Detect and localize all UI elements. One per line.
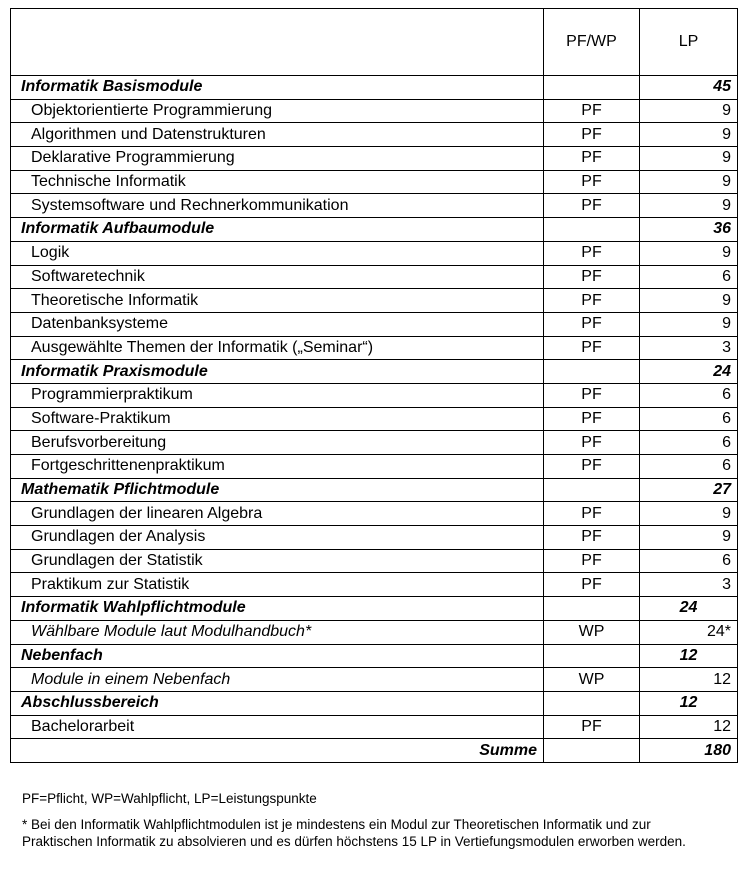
- module-row: [11, 383, 738, 407]
- section-lp: 36: [640, 218, 738, 242]
- module-type: PF: [544, 455, 640, 479]
- section-title: Abschlussbereich: [11, 691, 544, 715]
- section-row: [11, 76, 738, 100]
- module-row: [11, 147, 738, 171]
- module-type: PF: [544, 549, 640, 573]
- module-name: Datenbanksysteme: [11, 312, 544, 336]
- section-type: [544, 478, 640, 502]
- module-name: Grundlagen der Statistik: [11, 549, 544, 573]
- asterisk-note: * Bei den Informatik Wahlpflichtmodulen ist je mindestens ein Modul zur Theoretischen Informatik und zur Praktischen Informatik zu absolvieren und es dürfen höchstens 15 LP in Vertiefungsmodulen erworben werden.: [22, 817, 686, 849]
- module-name: Programmierpraktikum: [11, 383, 544, 407]
- section-title: Informatik Aufbaumodule: [11, 218, 544, 242]
- module-name: Fortgeschrittenenpraktikum: [11, 455, 544, 479]
- module-name: Grundlagen der Analysis: [11, 526, 544, 550]
- module-name: Objektorientierte Programmierung: [11, 99, 544, 123]
- module-type: PF: [544, 170, 640, 194]
- module-type: PF: [544, 526, 640, 550]
- module-lp: 9: [640, 99, 738, 123]
- module-lp: 6: [640, 407, 738, 431]
- table-header-row: [11, 9, 738, 76]
- module-name: Systemsoftware und Rechnerkommunikation: [11, 194, 544, 218]
- section-row: [11, 691, 738, 715]
- module-row: [11, 431, 738, 455]
- module-lp: 24*: [640, 620, 738, 644]
- module-type: PF: [544, 383, 640, 407]
- module-row: [11, 455, 738, 479]
- module-type: PF: [544, 99, 640, 123]
- sum-label: Summe: [11, 739, 544, 763]
- module-table: [10, 8, 738, 763]
- section-title: Informatik Wahlpflichtmodule: [11, 597, 544, 621]
- module-type: WP: [544, 668, 640, 692]
- section-type: [544, 691, 640, 715]
- module-type: PF: [544, 289, 640, 313]
- module-type: PF: [544, 336, 640, 360]
- module-name: Berufsvorbereitung: [11, 431, 544, 455]
- module-lp: 6: [640, 549, 738, 573]
- module-lp: 3: [640, 336, 738, 360]
- legend-note: PF=Pflicht, WP=Wahlpflicht, LP=Leistungspunkte: [22, 791, 317, 806]
- module-row: [11, 123, 738, 147]
- module-lp: 9: [640, 194, 738, 218]
- module-name: Softwaretechnik: [11, 265, 544, 289]
- module-row: [11, 99, 738, 123]
- module-name: Deklarative Programmierung: [11, 147, 544, 171]
- section-title: Mathematik Pflichtmodule: [11, 478, 544, 502]
- module-name: Technische Informatik: [11, 170, 544, 194]
- section-lp: 12: [640, 691, 738, 715]
- module-type: WP: [544, 620, 640, 644]
- module-row: [11, 336, 738, 360]
- sum-type: [544, 739, 640, 763]
- footnotes: [22, 790, 722, 859]
- section-lp: 45: [640, 76, 738, 100]
- module-name: Ausgewählte Themen der Informatik („Seminar“): [11, 336, 544, 360]
- module-lp: 9: [640, 147, 738, 171]
- module-lp: 3: [640, 573, 738, 597]
- section-lp: 27: [640, 478, 738, 502]
- module-lp: 9: [640, 123, 738, 147]
- section-title: Nebenfach: [11, 644, 544, 668]
- module-row: [11, 502, 738, 526]
- section-title: Informatik Praxismodule: [11, 360, 544, 384]
- header-empty-cell: [11, 9, 544, 76]
- module-lp: 9: [640, 170, 738, 194]
- section-type: [544, 360, 640, 384]
- module-name: Bachelorarbeit: [11, 715, 544, 739]
- module-row: [11, 289, 738, 313]
- module-lp: 6: [640, 383, 738, 407]
- module-row: [11, 265, 738, 289]
- module-row: [11, 668, 738, 692]
- module-lp: 9: [640, 289, 738, 313]
- sum-row: [11, 739, 738, 763]
- module-row: [11, 573, 738, 597]
- module-name: Logik: [11, 241, 544, 265]
- module-type: PF: [544, 573, 640, 597]
- section-title: Informatik Basismodule: [11, 76, 544, 100]
- section-type: [544, 218, 640, 242]
- module-type: PF: [544, 194, 640, 218]
- module-name: Wählbare Module laut Modulhandbuch*: [11, 620, 544, 644]
- module-type: PF: [544, 431, 640, 455]
- module-lp: 12: [640, 715, 738, 739]
- module-lp: 9: [640, 502, 738, 526]
- header-pfwp: PF/WP: [544, 9, 640, 76]
- header-lp: LP: [640, 9, 738, 76]
- section-lp: 24: [640, 360, 738, 384]
- section-row: [11, 644, 738, 668]
- section-row: [11, 360, 738, 384]
- module-lp: 9: [640, 312, 738, 336]
- module-row: [11, 170, 738, 194]
- module-type: PF: [544, 715, 640, 739]
- module-row: [11, 526, 738, 550]
- module-name: Praktikum zur Statistik: [11, 573, 544, 597]
- module-row: [11, 620, 738, 644]
- module-row: [11, 194, 738, 218]
- module-type: PF: [544, 312, 640, 336]
- module-row: [11, 312, 738, 336]
- module-type: PF: [544, 265, 640, 289]
- module-type: PF: [544, 147, 640, 171]
- module-type: PF: [544, 407, 640, 431]
- section-lp: 24: [640, 597, 738, 621]
- module-name: Algorithmen und Datenstrukturen: [11, 123, 544, 147]
- section-type: [544, 76, 640, 100]
- section-type: [544, 597, 640, 621]
- module-name: Theoretische Informatik: [11, 289, 544, 313]
- module-name: Module in einem Nebenfach: [11, 668, 544, 692]
- section-row: [11, 218, 738, 242]
- module-lp: 6: [640, 431, 738, 455]
- module-row: [11, 715, 738, 739]
- module-lp: 9: [640, 526, 738, 550]
- module-type: PF: [544, 123, 640, 147]
- module-lp: 6: [640, 455, 738, 479]
- module-lp: 9: [640, 241, 738, 265]
- section-type: [544, 644, 640, 668]
- section-lp: 12: [640, 644, 738, 668]
- document: [10, 8, 731, 849]
- module-lp: 12: [640, 668, 738, 692]
- section-row: [11, 597, 738, 621]
- sum-lp: 180: [640, 739, 738, 763]
- module-row: [11, 241, 738, 265]
- module-type: PF: [544, 241, 640, 265]
- module-row: [11, 407, 738, 431]
- module-name: Grundlagen der linearen Algebra: [11, 502, 544, 526]
- module-lp: 6: [640, 265, 738, 289]
- module-name: Software-Praktikum: [11, 407, 544, 431]
- module-row: [11, 549, 738, 573]
- module-type: PF: [544, 502, 640, 526]
- section-row: [11, 478, 738, 502]
